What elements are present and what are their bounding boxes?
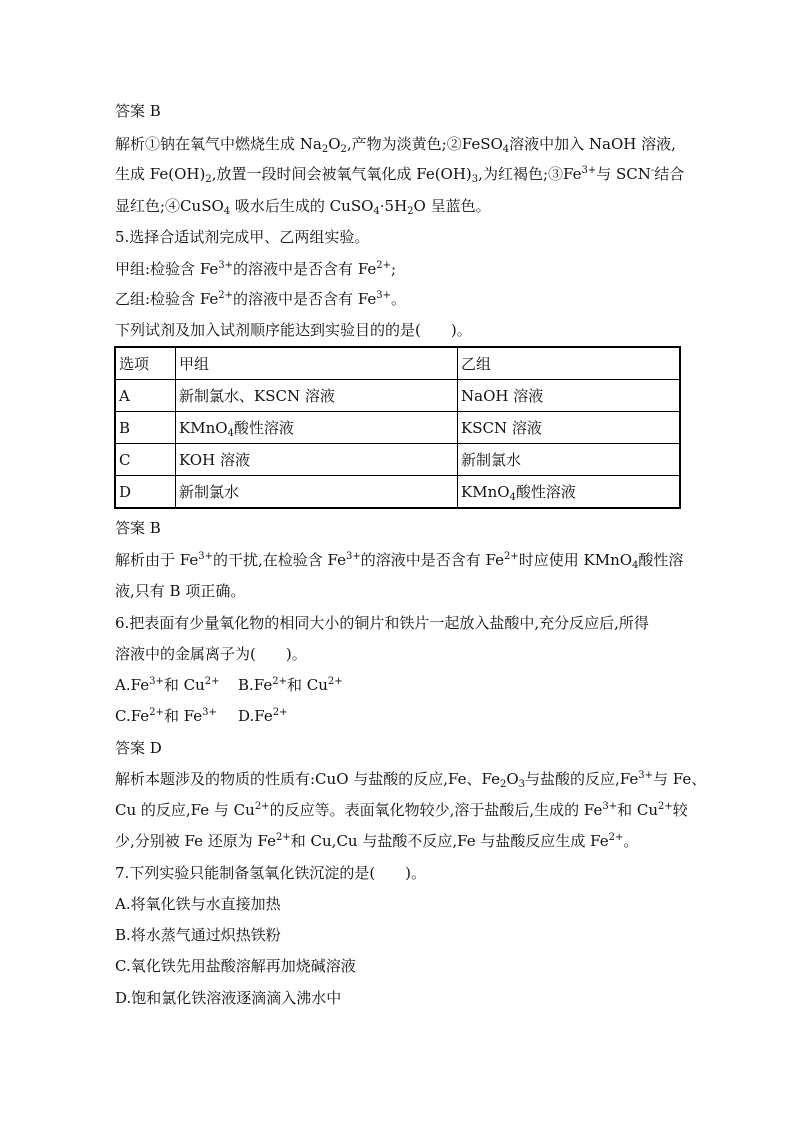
table-cell: KSCN 溶液 [458,412,681,444]
q6-stem-line-2: 溶液中的金属离子为( )。 [115,645,307,663]
table-cell: D [115,476,176,509]
table-cell: C [115,444,176,476]
q5-explanation-line-1: 解析由于 $Fe^{3+}$的干扰,在检验含 $Fe^{3+}$的溶液中是否含有 $Fe^{2+}$时应使用 KMnO$_4$酸性溶 [115,551,684,571]
q6-option-b: $B.Fe^{2+}$和 $Cu^{2+}$ [238,676,343,694]
q6-answer: 答案 D [115,739,162,757]
table-row [115,380,680,412]
q5-group-b: 乙组:检验含 $Fe^{2+}$的溶液中是否含有 $Fe^{3+}$。 [115,290,407,308]
table-row [115,412,680,444]
table-cell: 新制氯水 [176,476,458,509]
table-header-cell: 乙组 [458,347,681,380]
q7-option-d: D.饱和氯化铁溶液逐滴滴入沸水中 [115,989,342,1007]
q5-options-table [114,346,681,509]
q6-explanation-line-2: Cu 的反应,Fe 与 $Cu^{2+}$的反应等。表面氧化物较少,溶于盐酸后,生成的 $Fe^{3+}$和 $Cu^{2+}$较 [115,801,688,819]
table-cell: A [115,380,176,412]
q6-explanation-line-3: 少,分别被 Fe 还原为 $Fe^{2+}$和 Cu,Cu 与盐酸不反应,Fe 与盐酸反应生成 $Fe^{2+}$。 [115,832,639,850]
table-header-cell: 甲组 [176,347,458,380]
table-header-row [115,347,680,380]
q6-option-c: $C.Fe^{2+}$和 $Fe^{3+}$ [115,707,217,725]
table-header-cell: 选项 [115,347,176,380]
q7-option-b: B.将水蒸气通过炽热铁粉 [115,926,281,944]
q6-option-a: $A.Fe^{3+}$和 $Cu^{2+}$ [115,676,220,694]
q5-explanation-line-2: 液,只有 B 项正确。 [115,582,246,600]
table-cell: KMnO$_4$酸性溶液 [458,476,681,509]
q4-answer: 答案 B [115,102,161,120]
q5-question: 下列试剂及加入试剂顺序能达到实验目的的是( )。 [115,321,472,339]
q7-stem: 7.下列实验只能制备氢氧化铁沉淀的是( )。 [115,864,427,882]
q6-stem-line-1: 6.把表面有少量氧化物的相同大小的铜片和铁片一起放入盐酸中,充分反应后,所得 [115,614,649,632]
q4-explanation-line-1: 解析①钠在氧气中燃烧生成 $Na_2O_2$,产物为淡黄色;②FeSO$_4$溶液中加入 NaOH 溶液, [115,135,676,155]
q6-option-d: $D.Fe^{2+}$ [238,707,288,725]
q4-explanation-line-3: 显红色;④CuSO$_4$ 吸水后生成的 $CuSO_4\cdot 5H_2O$ 呈蓝色。 [115,197,491,217]
q7-option-a: A.将氧化铁与水直接加热 [115,895,281,913]
table-cell: NaOH 溶液 [458,380,681,412]
q5-group-a: 甲组:检验含 $Fe^{3+}$的溶液中是否含有 $Fe^{2+}$; [115,260,397,278]
q4-explanation-line-2: 生成 $Fe(OH)_2$,放置一段时间会被氧气氧化成 $Fe(OH)_3$,为红褐色$;③Fe^{3+}$与 SCN-结合 [115,165,685,185]
table-cell: KOH 溶液 [176,444,458,476]
q5-answer: 答案 B [115,519,161,537]
table-cell: B [115,412,176,444]
q5-stem: 5.选择合适试剂完成甲、乙两组实验。 [115,228,370,246]
table-cell: KMnO$_4$酸性溶液 [176,412,458,444]
table-cell: 新制氯水 [458,444,681,476]
table-row [115,444,680,476]
q7-option-c: C.氧化铁先用盐酸溶解再加烧碱溶液 [115,957,356,975]
table-cell: 新制氯水、KSCN 溶液 [176,380,458,412]
table-row [115,476,680,509]
q6-explanation-line-1: 解析本题涉及的物质的性质有:CuO 与盐酸的反应,Fe、$Fe_2O_3$与盐酸的反应$,Fe^{3+}$与 Fe、 [115,770,707,790]
